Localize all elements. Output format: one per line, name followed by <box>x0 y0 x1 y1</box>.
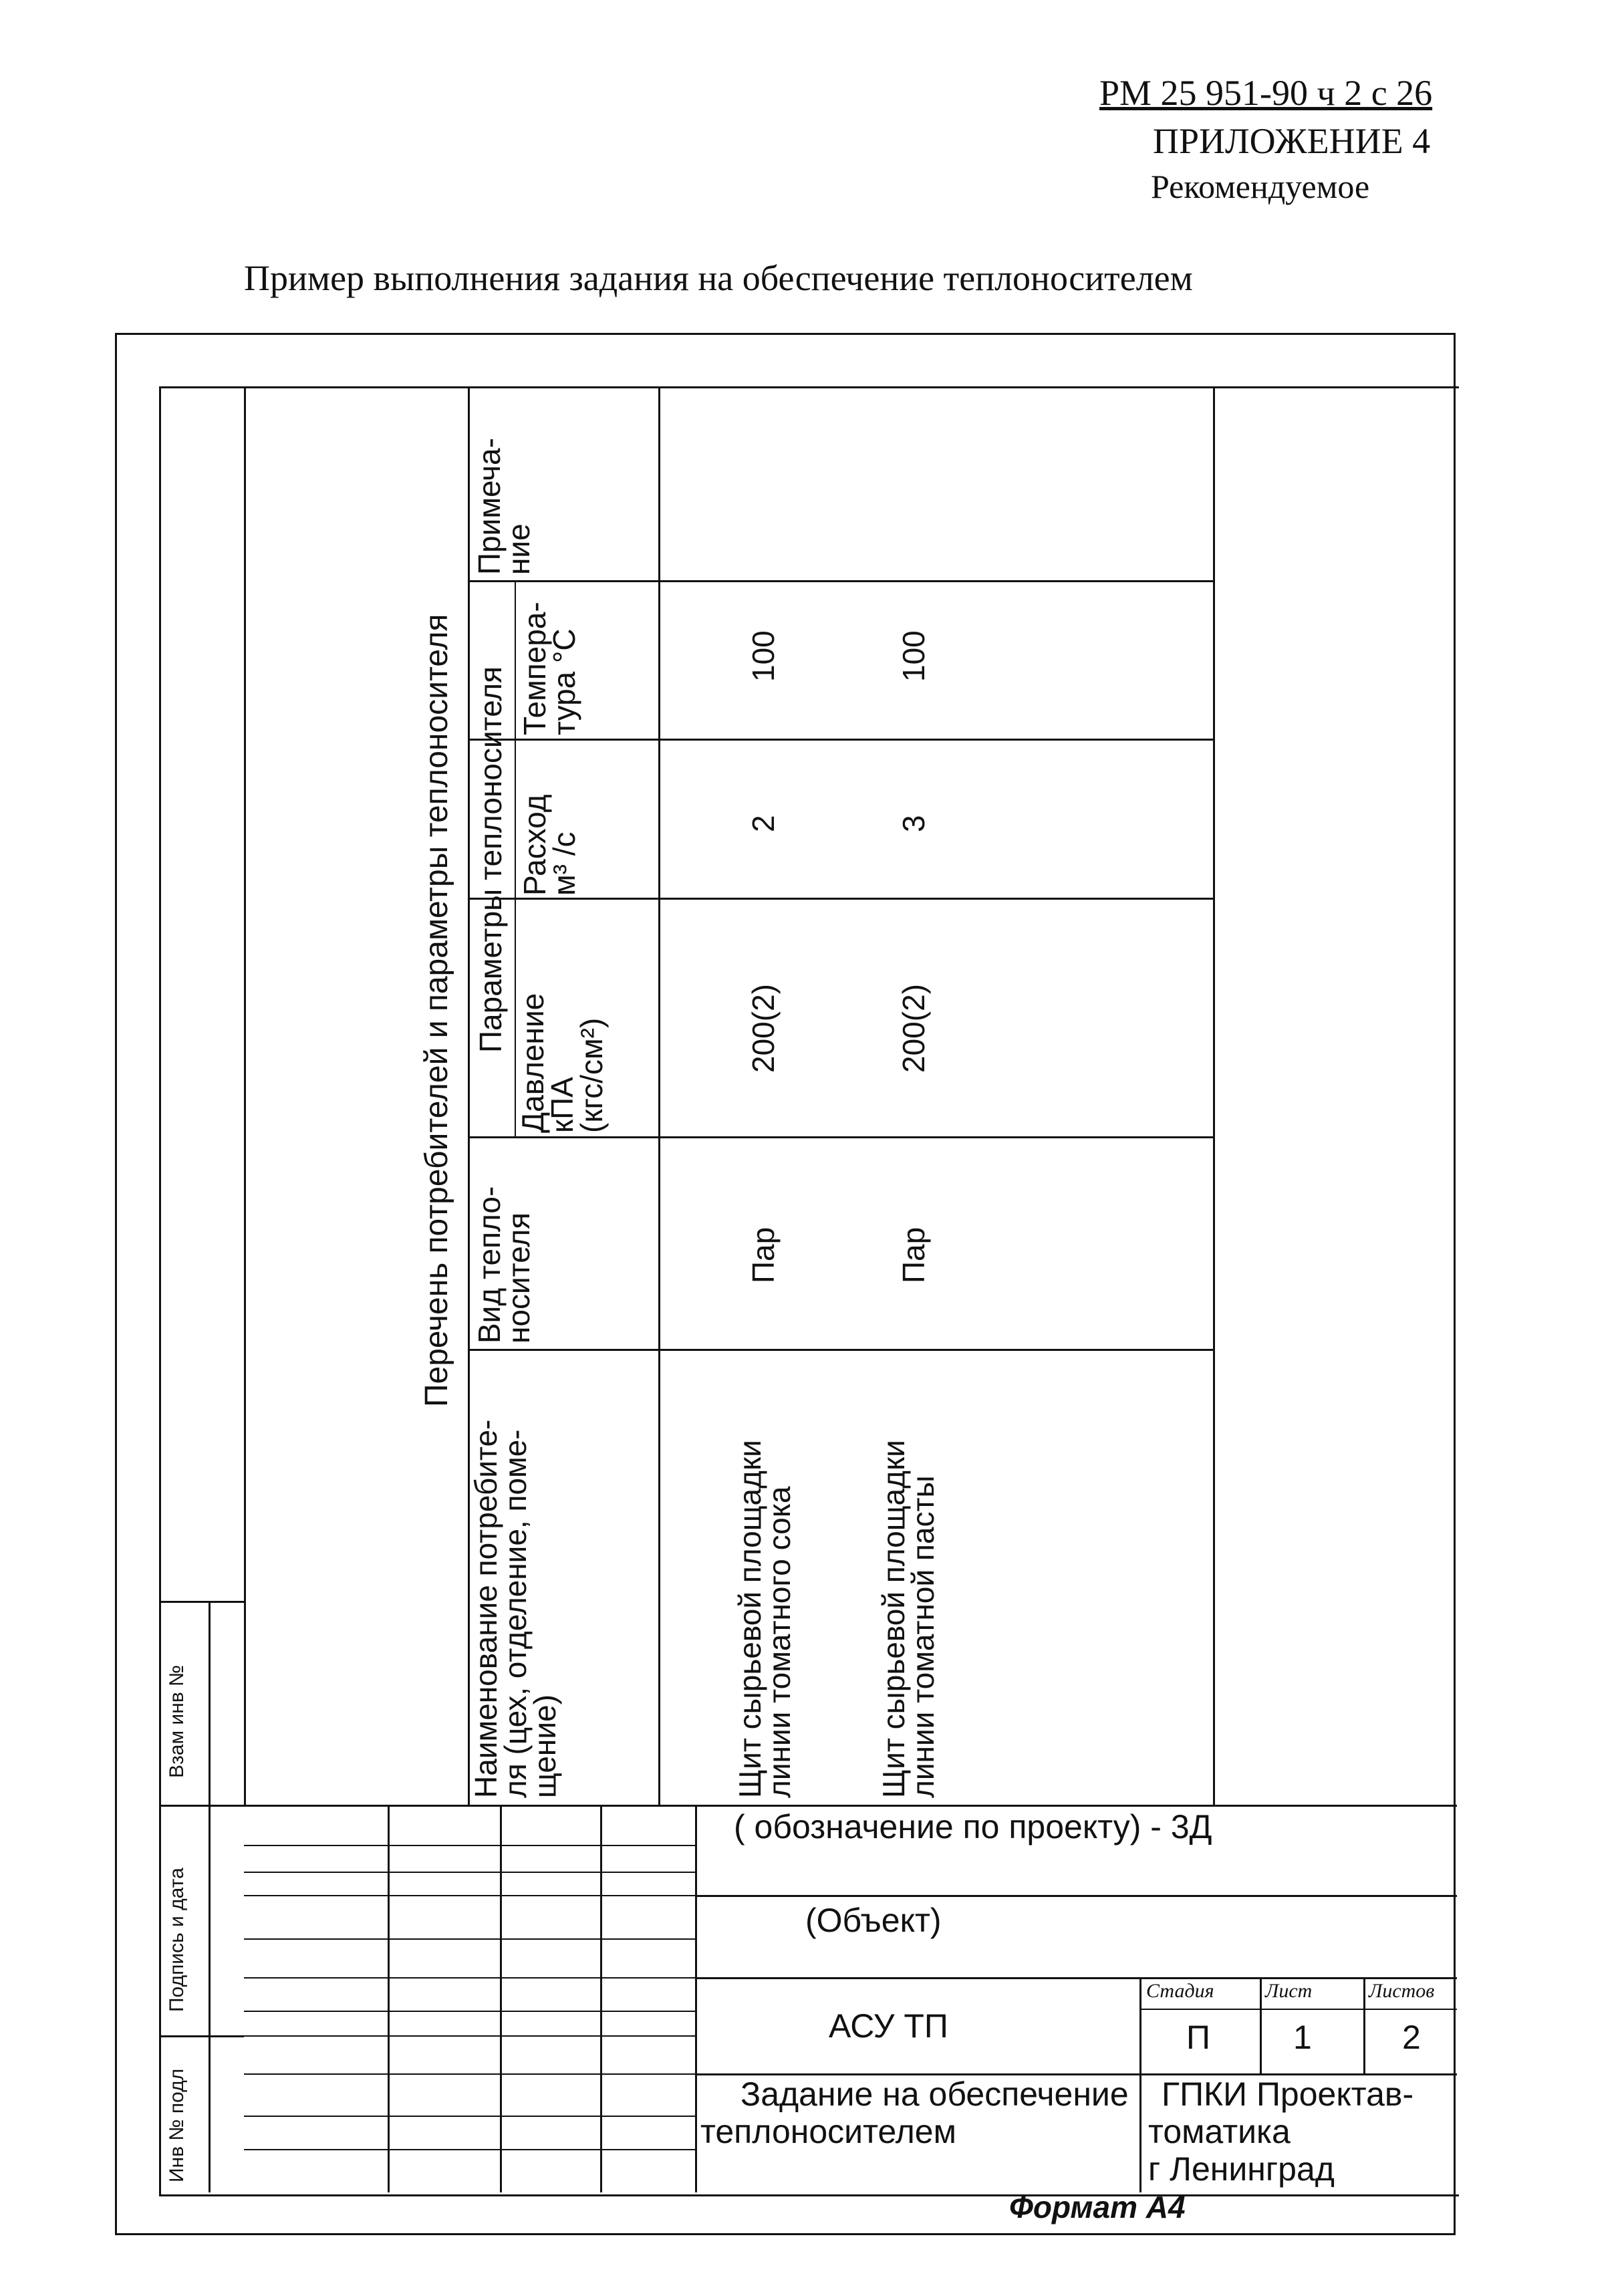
table-row-1-type: Пар <box>746 1227 781 1283</box>
table-row-2-type: Пар <box>896 1227 931 1283</box>
col-header-type: Вид тепло- носителя <box>472 1186 536 1344</box>
col-header-flow: Расход м³ /с <box>517 794 581 896</box>
table-row-2-flow: 3 <box>896 815 931 832</box>
col-header-pressure: Давление кПА (кгс/см²) <box>515 993 609 1133</box>
project-designation: ( обозначение по проекту) - 3Д <box>734 1808 1212 1845</box>
params-group-header: Параметры теплоносителя <box>473 666 508 1053</box>
col-header-name: Наименование потребите- ля (цех, отделение, поме- щение) <box>468 1419 562 1798</box>
document-name: Задание на обеспечение теплоносителем <box>700 2075 1129 2150</box>
stage-value: П <box>1186 2019 1210 2056</box>
stage-label: Стадия <box>1146 1980 1214 2002</box>
sheet-value: 1 <box>1293 2019 1312 2056</box>
sheet-label: Лист <box>1265 1980 1313 2002</box>
table-row-1-name: Щит сырьевой площадки линии томатного сока <box>732 1440 797 1798</box>
organization-name: ГПКИ Проектав- томатика г Ленинград <box>1148 2075 1414 2188</box>
table-caption: Перечень потребителей и параметры теплоносителя <box>419 614 454 1407</box>
system-name: АСУ ТП <box>829 2007 948 2045</box>
page-title: Пример выполнения задания на обеспечение теплоносителем <box>244 258 1193 298</box>
col-header-temp: Темпера- тура °С <box>517 602 581 735</box>
appendix-label: ПРИЛОЖЕНИЕ 4 <box>1153 121 1431 161</box>
table-row-2-name: Щит сырьевой площадки линии томатной пасты <box>876 1440 940 1798</box>
sheets-label: Листов <box>1369 1980 1435 2002</box>
object-label: (Объект) <box>805 1902 942 1939</box>
side-stamp-podpis: Подпись и дата <box>166 1868 188 2012</box>
format-label: Формат А4 <box>1009 2190 1186 2224</box>
table-row-2-temp: 100 <box>896 630 931 682</box>
table-row-2-pressure: 200(2) <box>896 984 931 1073</box>
table-row-1-pressure: 200(2) <box>746 984 781 1073</box>
table-row-1-temp: 100 <box>746 630 781 682</box>
side-stamp-inv-podl: Инв № подл <box>166 2068 188 2182</box>
appendix-status: Рекомендуемое <box>1151 168 1370 205</box>
col-header-note: Примеча- ние <box>472 438 536 575</box>
sheets-value: 2 <box>1402 2019 1421 2056</box>
table-row-1-flow: 2 <box>746 815 781 832</box>
doc-reference: РМ 25 951-90 ч 2 с 26 <box>1099 73 1433 113</box>
side-stamp-vzam: Взам инв № <box>166 1664 188 1778</box>
